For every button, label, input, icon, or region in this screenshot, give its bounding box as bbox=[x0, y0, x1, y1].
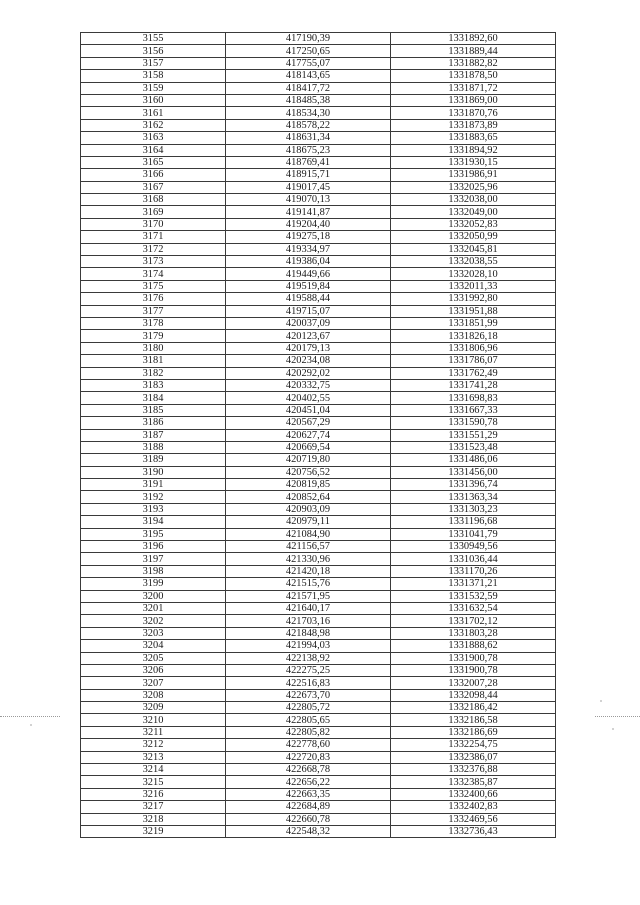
coordinates-table bbox=[80, 32, 556, 838]
x-coordinate-cell: 420179,13 bbox=[226, 342, 391, 354]
y-coordinate-cell: 1331888,62 bbox=[391, 640, 556, 652]
table-row bbox=[81, 788, 556, 800]
point-number-cell: 3199 bbox=[81, 578, 226, 590]
y-coordinate-cell: 1331806,96 bbox=[391, 342, 556, 354]
x-coordinate-cell: 417755,07 bbox=[226, 57, 391, 69]
point-number-cell: 3161 bbox=[81, 107, 226, 119]
table-row bbox=[81, 243, 556, 255]
y-coordinate-cell: 1331363,34 bbox=[391, 491, 556, 503]
point-number-cell: 3157 bbox=[81, 57, 226, 69]
scan-artifact-left bbox=[0, 716, 60, 717]
table-row bbox=[81, 367, 556, 379]
point-number-cell: 3166 bbox=[81, 169, 226, 181]
table-row bbox=[81, 181, 556, 193]
y-coordinate-cell: 1332098,44 bbox=[391, 689, 556, 701]
point-number-cell: 3205 bbox=[81, 652, 226, 664]
table-row bbox=[81, 417, 556, 429]
x-coordinate-cell: 421084,90 bbox=[226, 528, 391, 540]
point-number-cell: 3215 bbox=[81, 776, 226, 788]
x-coordinate-cell: 418578,22 bbox=[226, 119, 391, 131]
table-row bbox=[81, 491, 556, 503]
x-coordinate-cell: 422778,60 bbox=[226, 739, 391, 751]
table-row bbox=[81, 702, 556, 714]
y-coordinate-cell: 1332736,43 bbox=[391, 826, 556, 838]
point-number-cell: 3204 bbox=[81, 640, 226, 652]
table-row bbox=[81, 627, 556, 639]
x-coordinate-cell: 419204,40 bbox=[226, 218, 391, 230]
x-coordinate-cell: 421640,17 bbox=[226, 602, 391, 614]
point-number-cell: 3207 bbox=[81, 677, 226, 689]
point-number-cell: 3174 bbox=[81, 268, 226, 280]
y-coordinate-cell: 1331951,88 bbox=[391, 305, 556, 317]
table-row bbox=[81, 590, 556, 602]
point-number-cell: 3185 bbox=[81, 404, 226, 416]
point-number-cell: 3165 bbox=[81, 156, 226, 168]
y-coordinate-cell: 1331892,60 bbox=[391, 33, 556, 45]
table-row bbox=[81, 739, 556, 751]
y-coordinate-cell: 1331869,00 bbox=[391, 94, 556, 106]
point-number-cell: 3183 bbox=[81, 379, 226, 391]
table-row bbox=[81, 206, 556, 218]
point-number-cell: 3178 bbox=[81, 317, 226, 329]
x-coordinate-cell: 419449,66 bbox=[226, 268, 391, 280]
y-coordinate-cell: 1331036,44 bbox=[391, 553, 556, 565]
table-row bbox=[81, 94, 556, 106]
point-number-cell: 3217 bbox=[81, 801, 226, 813]
point-number-cell: 3202 bbox=[81, 615, 226, 627]
point-number-cell: 3211 bbox=[81, 726, 226, 738]
point-number-cell: 3184 bbox=[81, 392, 226, 404]
point-number-cell: 3187 bbox=[81, 429, 226, 441]
y-coordinate-cell: 1332385,87 bbox=[391, 776, 556, 788]
table-row bbox=[81, 256, 556, 268]
x-coordinate-cell: 419519,84 bbox=[226, 280, 391, 292]
y-coordinate-cell: 1331632,54 bbox=[391, 602, 556, 614]
x-coordinate-cell: 422516,83 bbox=[226, 677, 391, 689]
y-coordinate-cell: 1331741,28 bbox=[391, 379, 556, 391]
x-coordinate-cell: 421571,95 bbox=[226, 590, 391, 602]
coordinates-table-body bbox=[81, 33, 556, 838]
point-number-cell: 3171 bbox=[81, 231, 226, 243]
y-coordinate-cell: 1331870,76 bbox=[391, 107, 556, 119]
table-row bbox=[81, 441, 556, 453]
table-row bbox=[81, 479, 556, 491]
point-number-cell: 3169 bbox=[81, 206, 226, 218]
x-coordinate-cell: 421330,96 bbox=[226, 553, 391, 565]
point-number-cell: 3203 bbox=[81, 627, 226, 639]
x-coordinate-cell: 421156,57 bbox=[226, 541, 391, 553]
point-number-cell: 3163 bbox=[81, 132, 226, 144]
scan-speck bbox=[30, 724, 32, 726]
x-coordinate-cell: 419017,45 bbox=[226, 181, 391, 193]
y-coordinate-cell: 1331900,78 bbox=[391, 664, 556, 676]
y-coordinate-cell: 1332038,55 bbox=[391, 256, 556, 268]
point-number-cell: 3168 bbox=[81, 194, 226, 206]
table-row bbox=[81, 714, 556, 726]
x-coordinate-cell: 422656,22 bbox=[226, 776, 391, 788]
table-row bbox=[81, 57, 556, 69]
y-coordinate-cell: 1331041,79 bbox=[391, 528, 556, 540]
y-coordinate-cell: 1331873,89 bbox=[391, 119, 556, 131]
y-coordinate-cell: 1332025,96 bbox=[391, 181, 556, 193]
y-coordinate-cell: 1331871,72 bbox=[391, 82, 556, 94]
scan-artifact-right bbox=[595, 716, 640, 717]
x-coordinate-cell: 421515,76 bbox=[226, 578, 391, 590]
x-coordinate-cell: 418143,65 bbox=[226, 70, 391, 82]
point-number-cell: 3158 bbox=[81, 70, 226, 82]
point-number-cell: 3192 bbox=[81, 491, 226, 503]
y-coordinate-cell: 1332052,83 bbox=[391, 218, 556, 230]
y-coordinate-cell: 1331667,33 bbox=[391, 404, 556, 416]
y-coordinate-cell: 1332028,10 bbox=[391, 268, 556, 280]
x-coordinate-cell: 422660,78 bbox=[226, 813, 391, 825]
point-number-cell: 3167 bbox=[81, 181, 226, 193]
table-row bbox=[81, 454, 556, 466]
point-number-cell: 3216 bbox=[81, 788, 226, 800]
table-row bbox=[81, 602, 556, 614]
table-row bbox=[81, 578, 556, 590]
point-number-cell: 3196 bbox=[81, 541, 226, 553]
table-row bbox=[81, 813, 556, 825]
table-row bbox=[81, 689, 556, 701]
y-coordinate-cell: 1331303,23 bbox=[391, 503, 556, 515]
table-row bbox=[81, 541, 556, 553]
x-coordinate-cell: 421994,03 bbox=[226, 640, 391, 652]
x-coordinate-cell: 420627,74 bbox=[226, 429, 391, 441]
y-coordinate-cell: 1331883,65 bbox=[391, 132, 556, 144]
table-row bbox=[81, 218, 556, 230]
x-coordinate-cell: 421420,18 bbox=[226, 565, 391, 577]
x-coordinate-cell: 422548,32 bbox=[226, 826, 391, 838]
table-row bbox=[81, 268, 556, 280]
x-coordinate-cell: 419141,87 bbox=[226, 206, 391, 218]
point-number-cell: 3197 bbox=[81, 553, 226, 565]
y-coordinate-cell: 1332045,81 bbox=[391, 243, 556, 255]
y-coordinate-cell: 1331894,92 bbox=[391, 144, 556, 156]
table-row bbox=[81, 379, 556, 391]
table-row bbox=[81, 429, 556, 441]
x-coordinate-cell: 420292,02 bbox=[226, 367, 391, 379]
y-coordinate-cell: 1332186,69 bbox=[391, 726, 556, 738]
point-number-cell: 3173 bbox=[81, 256, 226, 268]
table-row bbox=[81, 776, 556, 788]
y-coordinate-cell: 1331889,44 bbox=[391, 45, 556, 57]
scan-speck bbox=[612, 728, 614, 730]
point-number-cell: 3190 bbox=[81, 466, 226, 478]
table-row bbox=[81, 231, 556, 243]
y-coordinate-cell: 1331456,00 bbox=[391, 466, 556, 478]
x-coordinate-cell: 419588,44 bbox=[226, 293, 391, 305]
y-coordinate-cell: 1331551,29 bbox=[391, 429, 556, 441]
x-coordinate-cell: 422663,35 bbox=[226, 788, 391, 800]
table-row bbox=[81, 516, 556, 528]
x-coordinate-cell: 420567,29 bbox=[226, 417, 391, 429]
point-number-cell: 3177 bbox=[81, 305, 226, 317]
y-coordinate-cell: 1332469,56 bbox=[391, 813, 556, 825]
point-number-cell: 3200 bbox=[81, 590, 226, 602]
table-row bbox=[81, 280, 556, 292]
point-number-cell: 3219 bbox=[81, 826, 226, 838]
x-coordinate-cell: 421703,16 bbox=[226, 615, 391, 627]
table-row bbox=[81, 677, 556, 689]
x-coordinate-cell: 418417,72 bbox=[226, 82, 391, 94]
table-row bbox=[81, 801, 556, 813]
table-row bbox=[81, 330, 556, 342]
y-coordinate-cell: 1332050,99 bbox=[391, 231, 556, 243]
x-coordinate-cell: 417250,65 bbox=[226, 45, 391, 57]
x-coordinate-cell: 419070,13 bbox=[226, 194, 391, 206]
y-coordinate-cell: 1331900,78 bbox=[391, 652, 556, 664]
x-coordinate-cell: 418769,41 bbox=[226, 156, 391, 168]
table-row bbox=[81, 293, 556, 305]
point-number-cell: 3218 bbox=[81, 813, 226, 825]
point-number-cell: 3180 bbox=[81, 342, 226, 354]
x-coordinate-cell: 419715,07 bbox=[226, 305, 391, 317]
point-number-cell: 3182 bbox=[81, 367, 226, 379]
y-coordinate-cell: 1331803,28 bbox=[391, 627, 556, 639]
table-row bbox=[81, 33, 556, 45]
x-coordinate-cell: 420903,09 bbox=[226, 503, 391, 515]
y-coordinate-cell: 1331590,78 bbox=[391, 417, 556, 429]
point-number-cell: 3156 bbox=[81, 45, 226, 57]
y-coordinate-cell: 1331698,83 bbox=[391, 392, 556, 404]
point-number-cell: 3188 bbox=[81, 441, 226, 453]
point-number-cell: 3193 bbox=[81, 503, 226, 515]
x-coordinate-cell: 422275,25 bbox=[226, 664, 391, 676]
point-number-cell: 3176 bbox=[81, 293, 226, 305]
table-row bbox=[81, 565, 556, 577]
point-number-cell: 3179 bbox=[81, 330, 226, 342]
x-coordinate-cell: 420819,85 bbox=[226, 479, 391, 491]
table-row bbox=[81, 615, 556, 627]
x-coordinate-cell: 422684,89 bbox=[226, 801, 391, 813]
y-coordinate-cell: 1331930,15 bbox=[391, 156, 556, 168]
table-row bbox=[81, 664, 556, 676]
x-coordinate-cell: 422805,82 bbox=[226, 726, 391, 738]
x-coordinate-cell: 422805,72 bbox=[226, 702, 391, 714]
y-coordinate-cell: 1331786,07 bbox=[391, 355, 556, 367]
x-coordinate-cell: 422668,78 bbox=[226, 764, 391, 776]
x-coordinate-cell: 420037,09 bbox=[226, 317, 391, 329]
y-coordinate-cell: 1331532,59 bbox=[391, 590, 556, 602]
point-number-cell: 3189 bbox=[81, 454, 226, 466]
y-coordinate-cell: 1331196,68 bbox=[391, 516, 556, 528]
point-number-cell: 3201 bbox=[81, 602, 226, 614]
table-row bbox=[81, 45, 556, 57]
x-coordinate-cell: 418631,34 bbox=[226, 132, 391, 144]
table-row bbox=[81, 107, 556, 119]
table-row bbox=[81, 144, 556, 156]
table-row bbox=[81, 132, 556, 144]
table-row bbox=[81, 528, 556, 540]
x-coordinate-cell: 420756,52 bbox=[226, 466, 391, 478]
table-row bbox=[81, 503, 556, 515]
point-number-cell: 3155 bbox=[81, 33, 226, 45]
table-row bbox=[81, 119, 556, 131]
x-coordinate-cell: 420234,08 bbox=[226, 355, 391, 367]
y-coordinate-cell: 1332376,88 bbox=[391, 764, 556, 776]
y-coordinate-cell: 1332400,66 bbox=[391, 788, 556, 800]
point-number-cell: 3159 bbox=[81, 82, 226, 94]
y-coordinate-cell: 1331878,50 bbox=[391, 70, 556, 82]
y-coordinate-cell: 1331371,21 bbox=[391, 578, 556, 590]
y-coordinate-cell: 1331702,12 bbox=[391, 615, 556, 627]
point-number-cell: 3175 bbox=[81, 280, 226, 292]
table-row bbox=[81, 156, 556, 168]
point-number-cell: 3208 bbox=[81, 689, 226, 701]
x-coordinate-cell: 420669,54 bbox=[226, 441, 391, 453]
table-row bbox=[81, 169, 556, 181]
table-row bbox=[81, 70, 556, 82]
table-row bbox=[81, 194, 556, 206]
point-number-cell: 3210 bbox=[81, 714, 226, 726]
y-coordinate-cell: 1330949,56 bbox=[391, 541, 556, 553]
table-row bbox=[81, 82, 556, 94]
x-coordinate-cell: 422720,83 bbox=[226, 751, 391, 763]
table-row bbox=[81, 466, 556, 478]
y-coordinate-cell: 1331396,74 bbox=[391, 479, 556, 491]
table-row bbox=[81, 404, 556, 416]
table-row bbox=[81, 342, 556, 354]
x-coordinate-cell: 420332,75 bbox=[226, 379, 391, 391]
point-number-cell: 3162 bbox=[81, 119, 226, 131]
x-coordinate-cell: 420979,11 bbox=[226, 516, 391, 528]
x-coordinate-cell: 419334,97 bbox=[226, 243, 391, 255]
y-coordinate-cell: 1331882,82 bbox=[391, 57, 556, 69]
point-number-cell: 3181 bbox=[81, 355, 226, 367]
y-coordinate-cell: 1331851,99 bbox=[391, 317, 556, 329]
point-number-cell: 3191 bbox=[81, 479, 226, 491]
point-number-cell: 3212 bbox=[81, 739, 226, 751]
table-row bbox=[81, 826, 556, 838]
table-row bbox=[81, 392, 556, 404]
table-row bbox=[81, 652, 556, 664]
point-number-cell: 3198 bbox=[81, 565, 226, 577]
x-coordinate-cell: 420852,64 bbox=[226, 491, 391, 503]
y-coordinate-cell: 1332186,58 bbox=[391, 714, 556, 726]
y-coordinate-cell: 1331170,26 bbox=[391, 565, 556, 577]
y-coordinate-cell: 1332038,00 bbox=[391, 194, 556, 206]
point-number-cell: 3194 bbox=[81, 516, 226, 528]
point-number-cell: 3195 bbox=[81, 528, 226, 540]
table-row bbox=[81, 726, 556, 738]
x-coordinate-cell: 418534,30 bbox=[226, 107, 391, 119]
x-coordinate-cell: 417190,39 bbox=[226, 33, 391, 45]
y-coordinate-cell: 1331762,49 bbox=[391, 367, 556, 379]
x-coordinate-cell: 422673,70 bbox=[226, 689, 391, 701]
point-number-cell: 3160 bbox=[81, 94, 226, 106]
x-coordinate-cell: 422138,92 bbox=[226, 652, 391, 664]
x-coordinate-cell: 418485,38 bbox=[226, 94, 391, 106]
table-row bbox=[81, 764, 556, 776]
y-coordinate-cell: 1331986,91 bbox=[391, 169, 556, 181]
table-row bbox=[81, 751, 556, 763]
y-coordinate-cell: 1332186,42 bbox=[391, 702, 556, 714]
table-row bbox=[81, 305, 556, 317]
x-coordinate-cell: 420123,67 bbox=[226, 330, 391, 342]
y-coordinate-cell: 1331486,06 bbox=[391, 454, 556, 466]
y-coordinate-cell: 1332011,33 bbox=[391, 280, 556, 292]
scan-speck bbox=[600, 700, 602, 702]
x-coordinate-cell: 418915,71 bbox=[226, 169, 391, 181]
x-coordinate-cell: 420719,80 bbox=[226, 454, 391, 466]
x-coordinate-cell: 419386,04 bbox=[226, 256, 391, 268]
point-number-cell: 3209 bbox=[81, 702, 226, 714]
y-coordinate-cell: 1331826,18 bbox=[391, 330, 556, 342]
y-coordinate-cell: 1332402,83 bbox=[391, 801, 556, 813]
y-coordinate-cell: 1331523,48 bbox=[391, 441, 556, 453]
point-number-cell: 3186 bbox=[81, 417, 226, 429]
point-number-cell: 3214 bbox=[81, 764, 226, 776]
x-coordinate-cell: 420402,55 bbox=[226, 392, 391, 404]
x-coordinate-cell: 422805,65 bbox=[226, 714, 391, 726]
y-coordinate-cell: 1332049,00 bbox=[391, 206, 556, 218]
point-number-cell: 3170 bbox=[81, 218, 226, 230]
table-row bbox=[81, 355, 556, 367]
y-coordinate-cell: 1332254,75 bbox=[391, 739, 556, 751]
y-coordinate-cell: 1332386,07 bbox=[391, 751, 556, 763]
point-number-cell: 3213 bbox=[81, 751, 226, 763]
x-coordinate-cell: 420451,04 bbox=[226, 404, 391, 416]
y-coordinate-cell: 1332007,28 bbox=[391, 677, 556, 689]
table-row bbox=[81, 553, 556, 565]
x-coordinate-cell: 419275,18 bbox=[226, 231, 391, 243]
point-number-cell: 3206 bbox=[81, 664, 226, 676]
x-coordinate-cell: 421848,98 bbox=[226, 627, 391, 639]
table-row bbox=[81, 640, 556, 652]
table-row bbox=[81, 317, 556, 329]
y-coordinate-cell: 1331992,80 bbox=[391, 293, 556, 305]
point-number-cell: 3164 bbox=[81, 144, 226, 156]
x-coordinate-cell: 418675,23 bbox=[226, 144, 391, 156]
point-number-cell: 3172 bbox=[81, 243, 226, 255]
